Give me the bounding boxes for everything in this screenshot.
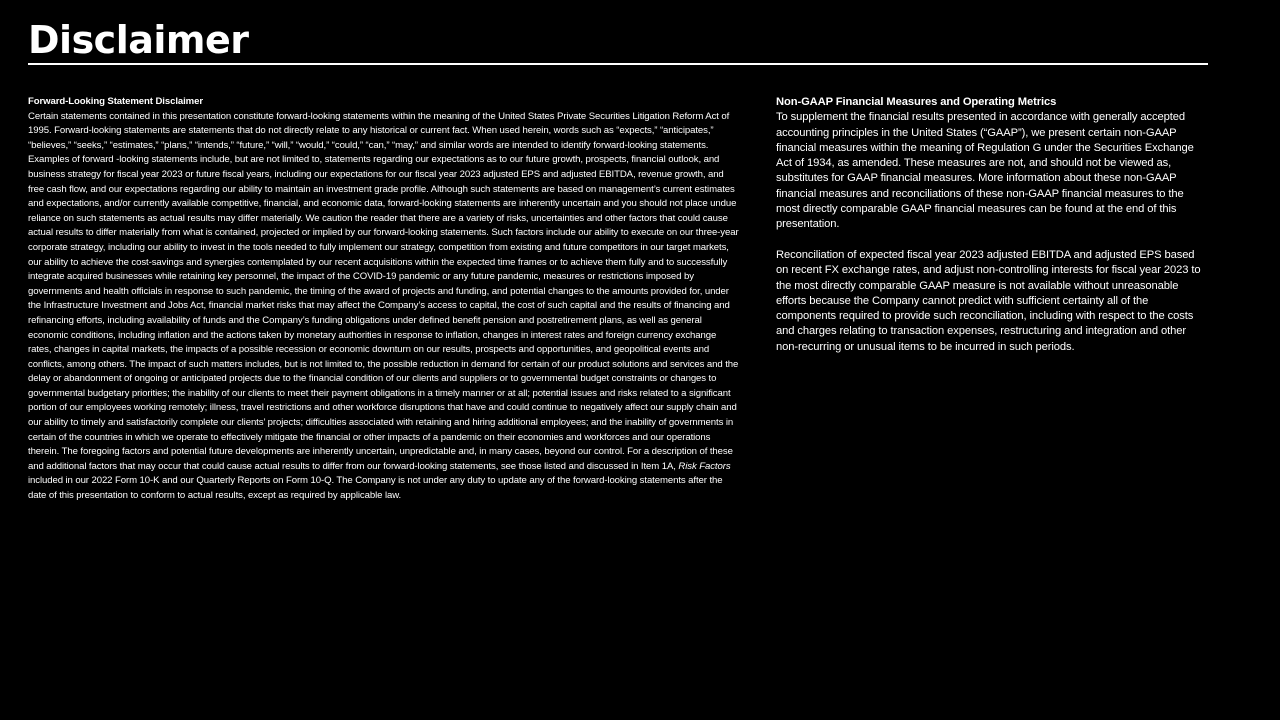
title-divider <box>28 63 1208 65</box>
non-gaap-paragraph-2: Reconciliation of expected fiscal year 2023 adjusted EBITDA and adjusted EPS based on recent FX exchange rates, and adjust non-controlling interests for fiscal year 2023 to the most directly comparable GAAP measure is not available without unreasonable efforts because the Company cannot predict with sufficient certainty all of the components required to provide such reconciliation, including with respect to the costs and charges relating to transaction expenses, restructuring and integration and other non-recurring or unusual items to be incurred in such periods. <box>776 248 1201 353</box>
non-gaap-heading: Non-GAAP Financial Measures and Operating Metrics <box>776 96 1057 108</box>
forward-looking-body-text: Certain statements contained in this presentation constitute forward-looking statements within the meaning of the United States Private Securities Litigation Reform Act of 1995. Forward-looking statements are statements that do not directly relate to any historical or current fact. When used herein, words such as “expects,” “anticipates,” “believes,” “seeks,” “estimates,” “plans,” “intends,” “future,” “will,” “would,” “could,” “can,” “may,” and similar words are intended to identify forward-looking statements. Examples of forward -looking statements include, but are not limited to, statements regarding our expectations as to our future growth, prospects, financial outlook, and business strategy for fiscal year 2023 or future fiscal years, including our expectations for our fiscal year 2023 adjusted EPS and adjusted EBITDA, revenue growth, and free cash flow, and our expectations regarding our ability to maintain an investment grade profile. Although such statements are based on management’s current estimates and expectations, and/or currently available competitive, financial, and economic data, forward-looking statements are inherently uncertain and you should not place undue reliance on such statements as actual results may differ materially. We caution the reader that there are a variety of risks, uncertainties and other factors that could cause actual results to differ materially from what is contained, projected or implied by our forward-looking statements. Such factors include our ability to execute on our three-year corporate strategy, including our ability to invest in the tools needed to fully implement our strategy, competition from existing and future competitors in our target markets, our ability to achieve the cost-savings and synergies contemplated by our recent acquisitions within the expected time frames or to achieve them fully and to successfully integrate acquired businesses while retaining key personnel, the impact of the COVID-19 pandemic or any future pandemic, measures or restrictions imposed by governments and health officials in response to such pandemic, the timing of the award of projects and funding, and potential changes to the amounts provided for, under the Infrastructure Investment and Jobs Act, financial market risks that may affect the Company’s access to capital, the cost of such capital and the results of financing and refinancing efforts, including availability of funds and the Company’s funding obligations under defined benefit pension and postretirement plans, as well as general economic conditions, including inflation and the actions taken by monetary authorities in response to inflation, changes in interest rates and foreign currency exchange rates, changes in capital markets, the impacts of a possible recession or economic downturn on our results, prospects and opportunities, and geopolitical events and conflicts, among others. The impact of such matters includes, but is not limited to, the possible reduction in demand for certain of our product solutions and services and the delay or abandonment of ongoing or anticipated projects due to the financial condition of our clients and suppliers or to governmental budget constraints or changes to governmental budgetary priorities; the inability of our clients to meet their payment obligations in a timely manner or at all; potential issues and risks related to a significant portion of our employees working remotely; illness, travel restrictions and other workforce disruptions that have and could continue to negatively affect our supply chain and our ability to timely and satisfactorily complete our clients’ projects; difficulties associated with retaining and hiring additional employees; and the inability of governments in certain of the countries in which we operate to effectively mitigate the financial or other impacts of a pandemic on their economies and workforces and our operations therein. The foregoing factors and potential future developments are inherently uncertain, unpredictable and, in many cases, beyond our control. For a description of these and additional factors that may occur that could cause actual results to differ from our forward-looking statements, see those listed and discussed in Item 1A, <box>28 110 739 472</box>
non-gaap-paragraph-1: To supplement the financial results presented in accordance with generally accepted accounting principles in the United States (“GAAP”), we present certain non-GAAP financial measures within the meaning of Regulation G under the Securities Exchange Act of 1934, as amended. These measures are not, and should not be viewed as, substitutes for GAAP financial measures. More information about these non-GAAP financial measures and reconciliations of these non-GAAP financial measures to the most directly comparable GAAP financial measures can be found at the end of this presentation. <box>776 111 1194 231</box>
forward-looking-body <box>28 111 739 501</box>
page-title: Disclaimer <box>28 18 249 62</box>
forward-looking-heading: Forward-Looking Statement Disclaimer <box>28 96 203 107</box>
non-gaap-section <box>776 95 1204 355</box>
forward-looking-body-closing: included in our 2022 Form 10-K and our Quarterly Reports on Form 10-Q. The Company is not under any duty to update any of the forward-looking statements after the date of this presentation to conform to actual results, except as required by applicable law. <box>28 475 723 502</box>
forward-looking-section <box>28 95 740 504</box>
non-gaap-intro <box>776 95 1204 233</box>
risk-factors-reference: Risk Factors <box>678 460 731 472</box>
